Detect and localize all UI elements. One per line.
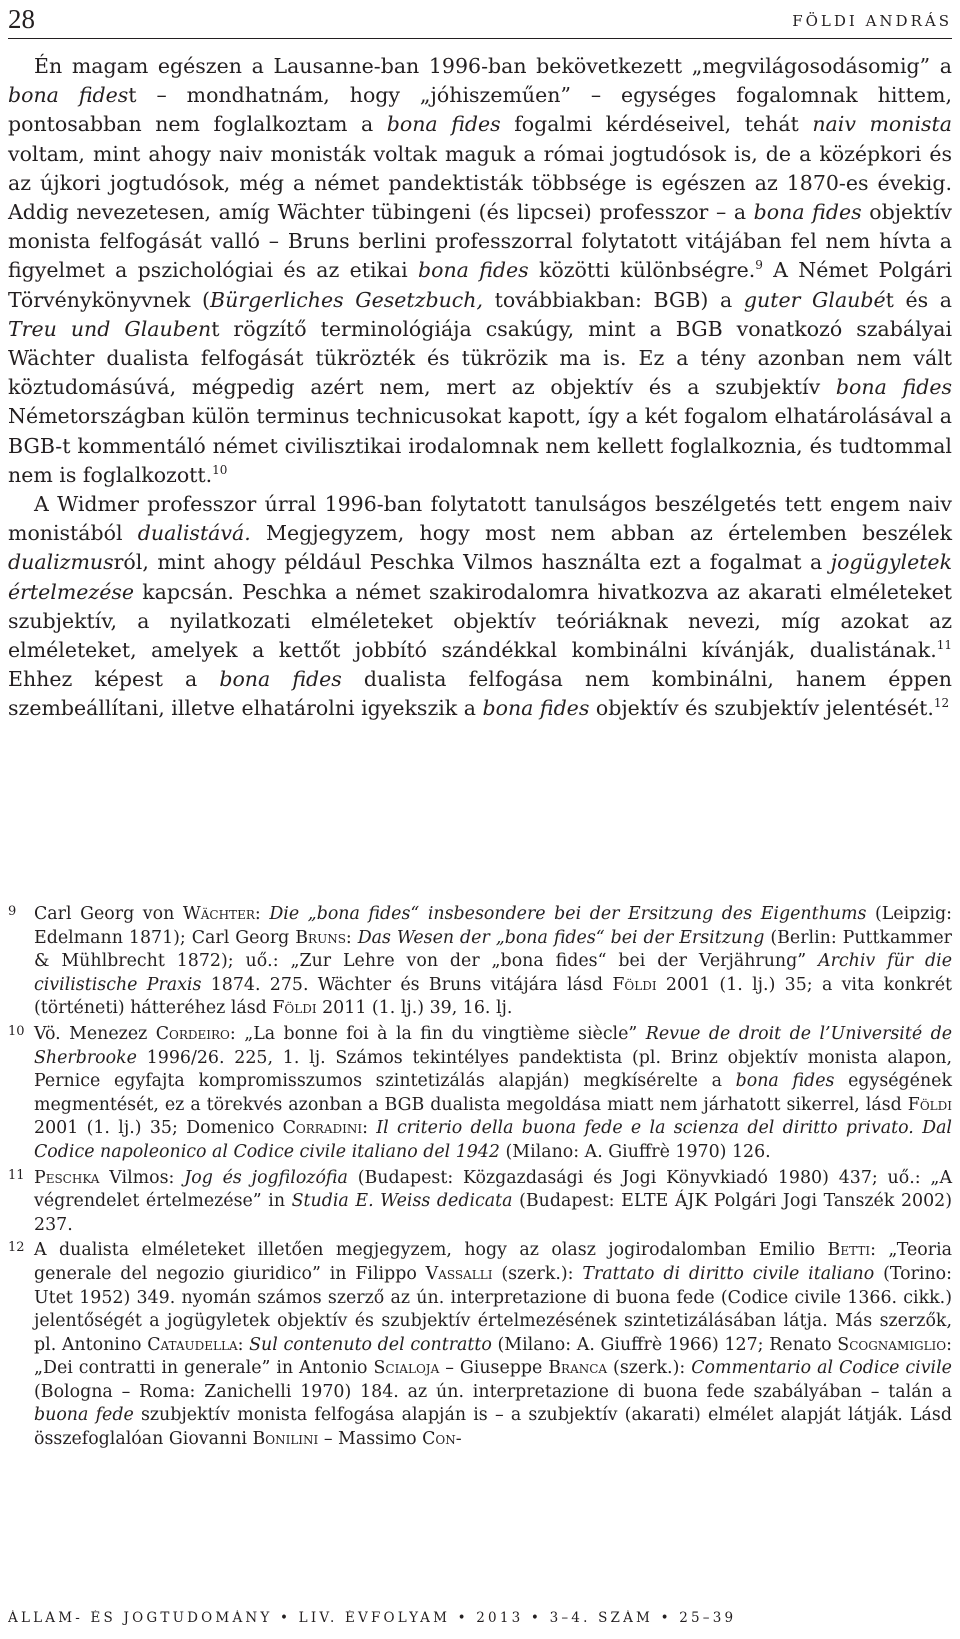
page-header — [8, 4, 952, 39]
text-run: : — [362, 1118, 377, 1139]
text-run: (Bologna – Roma: Zanichelli 1970) 184. az ún. interpretazione di buona fede szabályában – talán a — [34, 1381, 952, 1402]
text-run: dualista felfogása nem kombinálni, hanem éppen szembeállítani, illetve elhatárolni igyekszik a — [8, 667, 953, 721]
italic-text: bona fides — [735, 1071, 835, 1092]
text-run: 2001 (1. lj.) 35; a vita konkrét (történeti) hátteréhez lásd — [34, 974, 952, 1019]
text-run: Ehhez képest a — [8, 667, 220, 692]
footnote-number: 12 — [8, 1240, 25, 1256]
text-run: t rögzítő terminológiája csakúgy, mint a BGB vonatkozó szabályai Wächter dualista felfogását tükrözték és tükrözik ma is. Ez a tény azonban nem vált köztudomásúvá, mégpedig azért nem, mert az objektív és a szubjektív — [8, 316, 952, 400]
journal-footer: ÁLLAM- ÉS JOGTUDOMÁNY • LIV. ÉVFOLYAM • 2013 • 3–4. SZÁM • 25–39 — [8, 1610, 737, 1626]
author-name: Vassalli — [425, 1263, 493, 1284]
text-run: objektív monista felfogását valló – Bruns berlini professzorral folytatott vitájában fel nem hívta a figyelmet a pszichológiai és az etikai — [8, 200, 952, 283]
text-run: 2011 (1. lj.) 39, 16. lj. — [316, 998, 513, 1019]
footnote-text — [34, 1240, 952, 1449]
italic-text: dualizmus — [8, 550, 114, 575]
footnote-number: 10 — [8, 1023, 25, 1039]
italic-text: bona fides — [418, 258, 529, 283]
italic-text: Sul contenuto del contratto — [249, 1334, 492, 1355]
text-run: A dualista elméleteket illetően megjegyzem, hogy az olasz jogirodalomban Emilio — [34, 1240, 828, 1261]
author-name: Scialoja — [373, 1358, 440, 1379]
author-name: Con- — [422, 1429, 462, 1450]
footnote-number: 9 — [8, 904, 17, 919]
text-run: Megjegyzem, hogy most nem abban az értelemben beszélek — [250, 521, 952, 546]
text-run: – Massimo — [318, 1429, 423, 1450]
text-run: Vilmos: — [99, 1167, 185, 1188]
body-text — [8, 52, 952, 724]
text-run: A Widmer professzor úrral 1996-ban folytatott tanulságos beszélgetés tett engem naiv monistából — [8, 492, 952, 546]
text-run: voltam, mint ahogy naiv monisták voltak maguk a római jogtudósok is, de a középkori és az újkori jogtudósok, még a német pandektisták többsége is egészen az 1870-es évekig. Addig nevezetesen, amíg Wächter tübingeni (és lipcsei) professzor – a — [8, 141, 952, 225]
text-run: : — [237, 1334, 250, 1355]
text-run: (Torino: Utet 1952) 349. nyomán számos szerző az ún. interpretazione di buona fede (Codice civile 1366. cikk.) jelentőségét a jogügyletek objektív és szubjektív értelmezésének szintetizálásában látja. Más szerzők, pl. Antonino — [34, 1263, 952, 1355]
footnote — [8, 1239, 952, 1451]
italic-text: Studia E. Weiss dedicata — [291, 1191, 513, 1212]
author-name: Scognamiglio — [837, 1334, 947, 1355]
author-name: Bonilini — [252, 1429, 319, 1450]
italic-text: bona fides — [8, 83, 129, 108]
footnote-reference: 12 — [933, 696, 950, 711]
text-run: (szerk.): — [607, 1358, 692, 1379]
italic-text: naiv monista — [812, 112, 953, 137]
italic-text: Commentario al Codice civile — [691, 1358, 952, 1379]
text-run: egységének megmentését, ez a törekvés azonban a BGB dualista megoldása miatt nem járhatott sikerrel, lásd — [34, 1071, 953, 1115]
text-run: : — [345, 927, 358, 948]
footnote-text — [34, 1024, 952, 1162]
running-head-author: FÖLDI ANDRÁS — [792, 12, 952, 30]
text-run: : „Teoria generale del negozio giuridico” in Filippo — [34, 1240, 952, 1284]
text-run: 1996/26. 225, 1. lj. Számos tekintélyes pandektista (pl. Brinz objektív monista alapon, Pernice egyfajta kompromisszumos szintetizálás alapján) megkísérelte a — [34, 1047, 952, 1092]
text-run: (Berlin: Puttkammer & Mühlbrecht 1872); uő.: „Zur Lehre von der „bona fides“ bei der Verjährung” — [34, 927, 952, 972]
italic-text: bona fides — [753, 200, 862, 225]
text-run: Vö. Menezez — [34, 1023, 156, 1044]
text-run: kapcsán. Peschka a német szakirodalomra hivatkozva az akarati elméleteket szubjektív, a nyilatkozati elméleteket objektív teóriáknak nevezi, míg azokat az elméleteket, amelyek a kettőt jobbító szándékkal kombinálni kívánják, dualistának. — [8, 579, 952, 663]
author-name: Cordeiro — [155, 1023, 230, 1044]
author-name: Bruns — [295, 927, 346, 948]
italic-text: Jog és jogfilozófia — [184, 1167, 348, 1188]
text-run: (Leipzig: Edelmann 1871); Carl Georg — [34, 904, 952, 948]
text-run: Carl Georg von — [34, 904, 183, 924]
italic-text: Die „bona fides“ insbesondere bei der Ersitzung des Eigenthums — [269, 904, 867, 924]
paragraph — [8, 52, 952, 490]
text-run: 2001 (1. lj.) 35; Domenico — [34, 1118, 283, 1139]
text-run: továbbiakban: BGB) a — [482, 287, 744, 312]
text-run: t – mondhatnám, hogy „jóhiszeműen” – egységes fogalomnak hittem, pontosabban nem foglalkoztam a — [8, 83, 952, 137]
italic-text: bona fides — [835, 375, 952, 400]
footnote-text — [34, 1168, 952, 1235]
footnote — [8, 1167, 952, 1238]
footnote-reference: 9 — [755, 258, 763, 273]
italic-text: bona fides — [386, 112, 501, 137]
italic-text: guter Glaubé — [743, 287, 886, 312]
text-run: – Giuseppe — [439, 1358, 549, 1379]
text-run: A Német Polgári Törvénykönyvnek ( — [8, 258, 953, 312]
italic-text: bona fides — [219, 667, 342, 692]
italic-text: Archiv für die civilistische Praxis — [34, 951, 952, 995]
text-run: (szerk.): — [492, 1263, 583, 1284]
italic-text: Das Wesen der „bona fides“ bei der Ersitzung — [357, 927, 765, 948]
author-name: Betti — [827, 1240, 871, 1261]
italic-text: Il criterio della buona fede e la scienza del diritto privato. Dal Codice napoleonico al Codice civile italiano del 1942 — [34, 1118, 952, 1162]
footnote — [8, 1023, 952, 1165]
text-run: fogalmi kérdéseivel, tehát — [500, 112, 813, 137]
author-name: Földi — [907, 1094, 952, 1115]
italic-text: dualistává. — [137, 521, 251, 546]
italic-text: Trattato di diritto civile italiano — [582, 1263, 875, 1284]
text-run: t és a — [885, 287, 953, 312]
footnote-text — [34, 904, 952, 1018]
italic-text: Treu und Glauben — [8, 316, 212, 341]
author-name: Földi — [272, 998, 317, 1019]
text-run: (Milano: A. Giuffrè 1970) 126. — [499, 1141, 771, 1162]
author-name: Branca — [548, 1358, 608, 1379]
text-run: (Budapest: ELTE ÁJK Polgári Jogi Tanszék 2002) 237. — [34, 1191, 952, 1235]
footnote — [8, 903, 952, 1021]
footnote-reference: 10 — [212, 462, 228, 477]
text-run: ról, mint ahogy például Peschka Vilmos használta ezt a fogalmat a — [113, 550, 831, 575]
text-run: Én magam egészen a Lausanne-ban 1996-ban bekövetkezett „megvilágosodásomig” a — [34, 54, 952, 78]
text-run: 1874. 275. Wächter és Bruns vitájára lásd — [201, 974, 613, 995]
paragraph — [8, 490, 952, 724]
italic-text: Revue de droit de l’Université de Sherbrooke — [34, 1023, 952, 1068]
footnotes — [8, 903, 952, 1454]
text-run: : „La bonne foi à la fin du vingtième siècle” — [229, 1023, 646, 1044]
footnote-reference: 11 — [936, 638, 952, 653]
page-number: 28 — [8, 4, 35, 34]
text-run: (Milano: A. Giuffrè 1966) 127; Renato — [491, 1334, 838, 1355]
author-name: Peschka — [34, 1167, 100, 1188]
text-run: közötti különbségre. — [528, 258, 756, 283]
text-run: Németországban külön terminus technicusokat kapott, így a két fogalom elhatárolásával a BGB-t kommentáló német civilisztikai irodalomnak nem kellett foglalkoznia, és tudtommal nem is foglalkozott. — [8, 404, 952, 487]
text-run: : — [254, 904, 270, 924]
italic-text: Bürgerliches Gesetzbuch, — [210, 287, 483, 312]
author-name: Cataudella — [147, 1334, 238, 1355]
footnote-number: 11 — [8, 1167, 25, 1183]
author-name: Corradini — [282, 1118, 363, 1139]
text-run: : „Dei contratti in generale” in Antonio — [34, 1334, 952, 1379]
italic-text: jogügyletek értelmezése — [8, 550, 952, 604]
text-run: (Budapest: Közgazdasági és Jogi Könyvkiadó 1980) 437; uő.: „A végrendelet értelmezése” in — [34, 1167, 953, 1212]
text-run: objektív és szubjektív jelentését. — [589, 696, 934, 721]
text-run: szubjektív monista felfogása alapján is – a szubjektív (akarati) elmélet alapját látják. Lásd összefoglalóan Giovanni — [34, 1405, 952, 1450]
author-name: Wächter — [182, 904, 255, 924]
author-name: Földi — [612, 974, 657, 995]
italic-text: buona fede — [34, 1405, 134, 1426]
italic-text: bona fides — [482, 696, 590, 721]
